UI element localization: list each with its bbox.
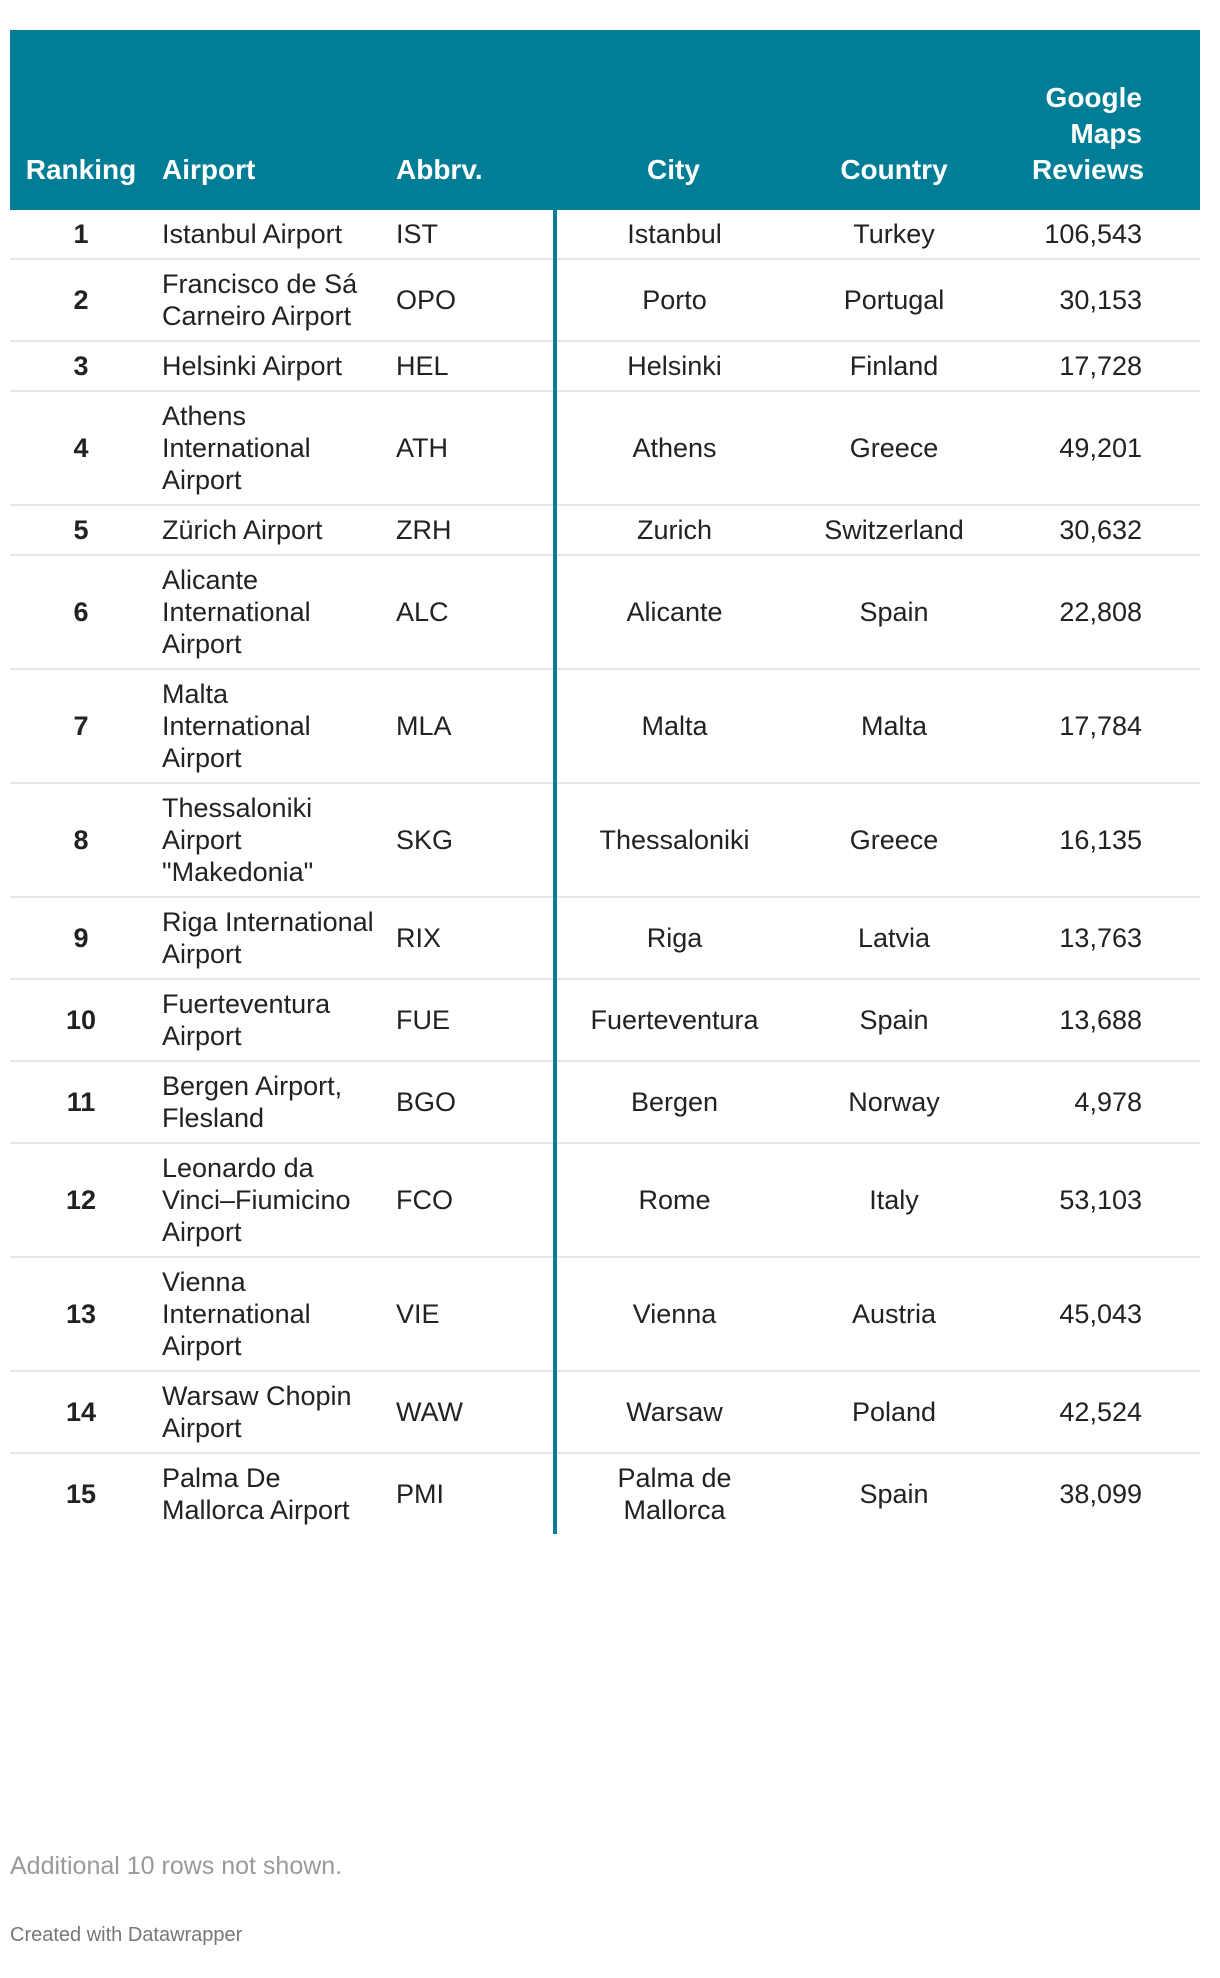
table-row [10,1257,1200,1371]
cell-ranking: 9 [73,923,89,953]
cell-airport: Bergen Airport, Flesland [162,1071,343,1133]
cell-country: Turkey [853,219,935,249]
header-google-maps-reviews[interactable] [996,30,1200,210]
cell-abbrv: VIE [386,1257,555,1371]
airport-ranking-table [10,30,1200,1534]
cell-city: Palma de Mallorca [617,1463,732,1525]
cell-reviews: 30,632 [1059,515,1142,545]
cell-country: Finland [849,351,939,381]
cell-country: Spain [859,1005,929,1035]
table-row [10,669,1200,783]
cell-abbrv: MLA [386,669,555,783]
cell-country: Switzerland [824,515,964,545]
table-row [10,979,1200,1061]
header-airport[interactable]: Airport [162,154,256,185]
table-row [10,391,1200,505]
cell-city: Rome [638,1185,711,1215]
header-ranking[interactable]: Ranking [25,154,137,185]
cell-country: Norway [848,1087,940,1117]
table-row [10,341,1200,391]
table-row [10,1061,1200,1143]
header-city[interactable]: City [647,154,700,185]
cell-country: Italy [869,1185,919,1215]
cell-city: Warsaw [626,1397,723,1427]
cell-city: Zurich [636,515,712,545]
cell-ranking: 12 [65,1185,97,1215]
airport-table-container [10,30,1200,1534]
cell-ranking: 7 [73,711,89,741]
cell-reviews: 42,524 [1059,1397,1142,1427]
cell-airport: Palma De Mallorca Airport [162,1463,350,1525]
cell-city: Riga [646,923,703,953]
cell-ranking: 15 [65,1479,97,1509]
table-row [10,1143,1200,1257]
cell-airport: Athens International Airport [162,401,311,495]
cell-airport: Helsinki Airport [162,351,343,381]
cell-ranking: 13 [65,1299,97,1329]
table-body [10,210,1200,1534]
cell-abbrv: ATH [386,391,555,505]
cell-airport: Francisco de Sá Carneiro Airport [162,269,358,331]
cell-city: Fuerteventura [590,1005,759,1035]
cell-reviews: 53,103 [1059,1185,1142,1215]
cell-city: Porto [642,285,707,315]
cell-country: Greece [849,433,939,463]
table-header [10,30,1200,210]
cell-ranking: 6 [73,597,89,627]
cell-abbrv: BGO [386,1061,555,1143]
cell-ranking: 4 [73,433,89,463]
cell-country: Spain [859,597,929,627]
cell-ranking: 8 [73,825,89,855]
cell-reviews: 4,978 [1074,1087,1142,1117]
cell-reviews: 30,153 [1059,285,1142,315]
cell-ranking: 3 [73,351,89,381]
cell-country: Spain [859,1479,929,1509]
cell-reviews: 106,543 [1044,219,1142,249]
cell-reviews: 17,728 [1059,351,1142,381]
cell-reviews: 49,201 [1059,433,1142,463]
cell-abbrv: OPO [386,259,555,341]
cell-city: Bergen [630,1087,719,1117]
table-row [10,1453,1200,1534]
cell-country: Malta [860,711,928,741]
cell-abbrv: IST [386,210,555,259]
table-row [10,210,1200,259]
cell-country: Poland [851,1397,937,1427]
table-row [10,897,1200,979]
cell-airport: Warsaw Chopin Airport [162,1381,352,1443]
cell-airport: Riga International Airport [162,907,374,969]
cell-country: Latvia [857,923,931,953]
cell-airport: Fuerteventura Airport [162,989,331,1051]
cell-airport: Istanbul Airport [162,219,343,249]
cell-abbrv: FUE [386,979,555,1061]
cell-airport: Malta International Airport [162,679,311,773]
cell-reviews: 38,099 [1059,1479,1142,1509]
cell-country: Greece [849,825,939,855]
cell-ranking: 14 [65,1397,97,1427]
header-row [10,30,1200,210]
cell-ranking: 2 [73,285,89,315]
cell-country: Austria [851,1299,937,1329]
cell-abbrv: PMI [386,1453,555,1534]
cell-reviews: 22,808 [1059,597,1142,627]
cell-city: Helsinki [627,351,722,381]
rows-hidden-note: Additional 10 rows not shown. [10,1852,343,1880]
cell-ranking: 1 [73,219,89,249]
cell-country: Portugal [843,285,945,315]
cell-city: Malta [641,711,708,741]
header-country[interactable]: Country [840,154,948,185]
cell-airport: Vienna International Airport [162,1267,311,1361]
cell-ranking: 5 [73,515,89,545]
table-row [10,783,1200,897]
cell-reviews: 13,688 [1059,1005,1142,1035]
datawrapper-credit: Created with Datawrapper [10,1924,243,1946]
header-reviews-label: Google Maps Reviews [1032,82,1145,185]
cell-reviews: 13,763 [1059,923,1142,953]
cell-abbrv: RIX [386,897,555,979]
cell-city: Istanbul [627,219,722,249]
table-row [10,259,1200,341]
cell-reviews: 16,135 [1059,825,1142,855]
cell-city: Thessaloniki [599,825,750,855]
cell-city: Vienna [632,1299,717,1329]
cell-airport: Zürich Airport [162,515,323,545]
cell-airport: Leonardo da Vinci–Fiumicino Airport [162,1153,351,1247]
cell-abbrv: HEL [386,341,555,391]
cell-abbrv: FCO [386,1143,555,1257]
table-row [10,555,1200,669]
cell-reviews: 45,043 [1059,1299,1142,1329]
table-row [10,505,1200,555]
cell-city: Athens [632,433,717,463]
cell-abbrv: ZRH [386,505,555,555]
cell-airport: Thessaloniki Airport "Makedonia" [162,793,314,887]
cell-airport: Alicante International Airport [162,565,311,659]
cell-city: Alicante [626,597,723,627]
cell-ranking: 11 [66,1087,96,1117]
cell-abbrv: WAW [386,1371,555,1453]
header-abbrv[interactable]: Abbrv. [396,154,483,185]
cell-reviews: 17,784 [1059,711,1142,741]
cell-abbrv: ALC [386,555,555,669]
cell-abbrv: SKG [386,783,555,897]
table-row [10,1371,1200,1453]
cell-ranking: 10 [65,1005,97,1035]
